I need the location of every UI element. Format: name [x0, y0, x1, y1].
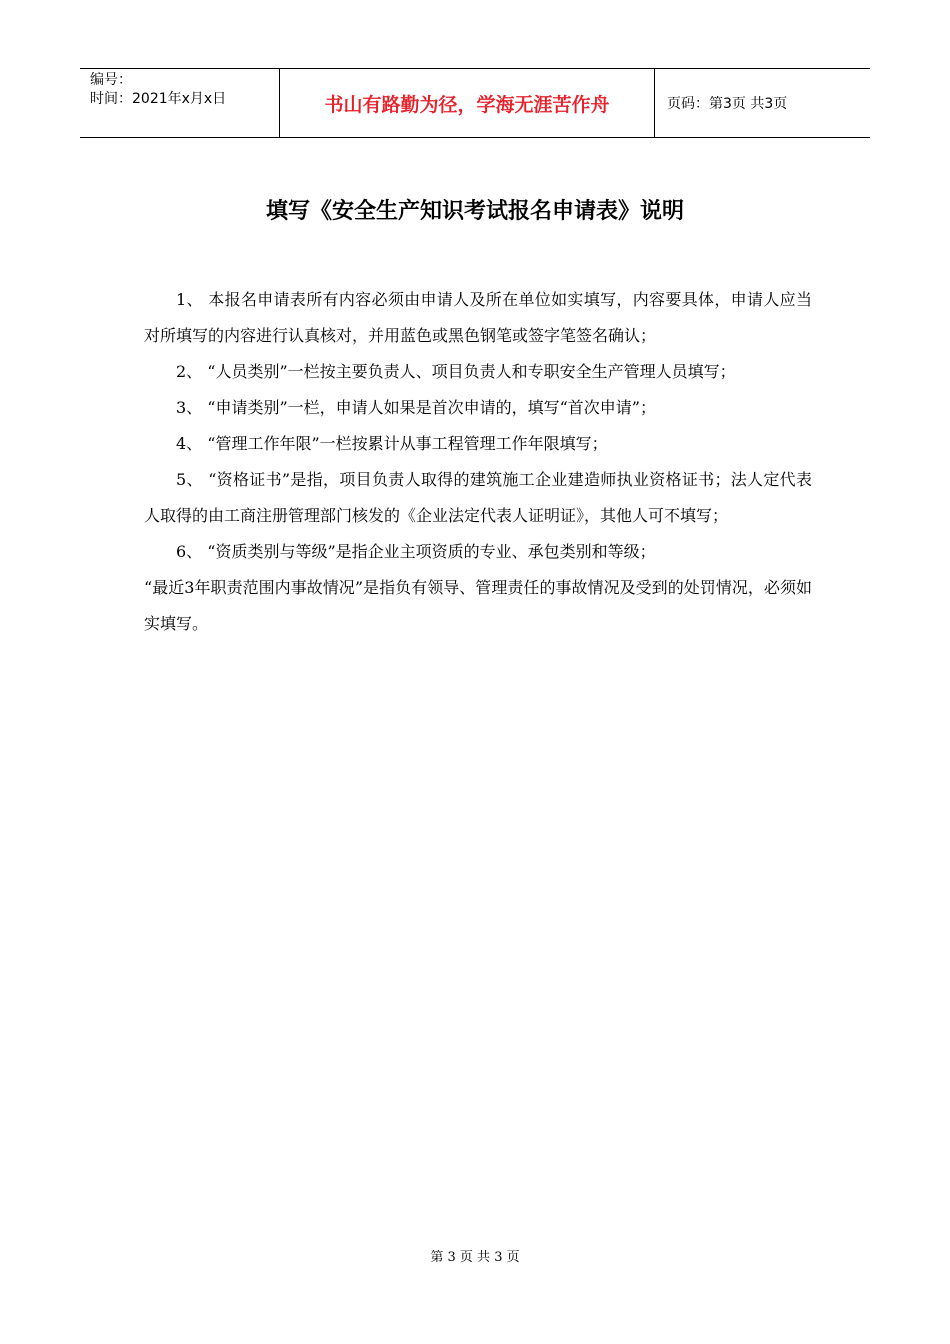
document-title: 填写《安全生产知识考试报名申请表》说明 — [265, 199, 684, 224]
paragraph-1: 1、 本报名申请表所有内容必须由申请人及所在单位如实填写，内容要具体，申请人应当对所填写的内容进行认真核对，并用蓝色或黑色钢笔或签字笔签名确认； — [144, 290, 812, 345]
paragraph-6: 6、 “资质类别与等级”是指企业主项资质的专业、承包类别和等级； — [176, 542, 656, 561]
paragraph-7: “最近3年职责范围内事故情况”是指负有领导、管理责任的事故情况及受到的处罚情况，必须如实填写。 — [144, 578, 812, 633]
document-time: 时间：2021年x月x日 — [90, 91, 227, 107]
header-meta — [80, 69, 280, 137]
paragraph-2: 2、 “人员类别”一栏按主要负责人、项目负责人和专职安全生产管理人员填写； — [176, 362, 736, 381]
page-header — [80, 68, 870, 138]
paragraph-3: 3、 “申请类别”一栏，申请人如果是首次申请的，填写“首次申请”； — [176, 398, 656, 417]
document-number-label: 编号： — [90, 72, 132, 88]
header-motto: 书山有路勤为径，学海无涯苦作舟 — [280, 69, 655, 137]
page-footer: 第 3 页 共 3 页 — [430, 1250, 520, 1265]
header-page-info: 页码：第3页 共3页 — [667, 96, 788, 112]
paragraph-5: 5、 “资格证书”是指，项目负责人取得的建筑施工企业建造师执业资格证书；法人定代表人取得的由工商注册管理部门核发的《企业法定代表人证明证》，其他人可不填写； — [144, 470, 812, 525]
document-body — [144, 282, 812, 642]
paragraph-4: 4、 “管理工作年限”一栏按累计从事工程管理工作年限填写； — [176, 434, 608, 453]
